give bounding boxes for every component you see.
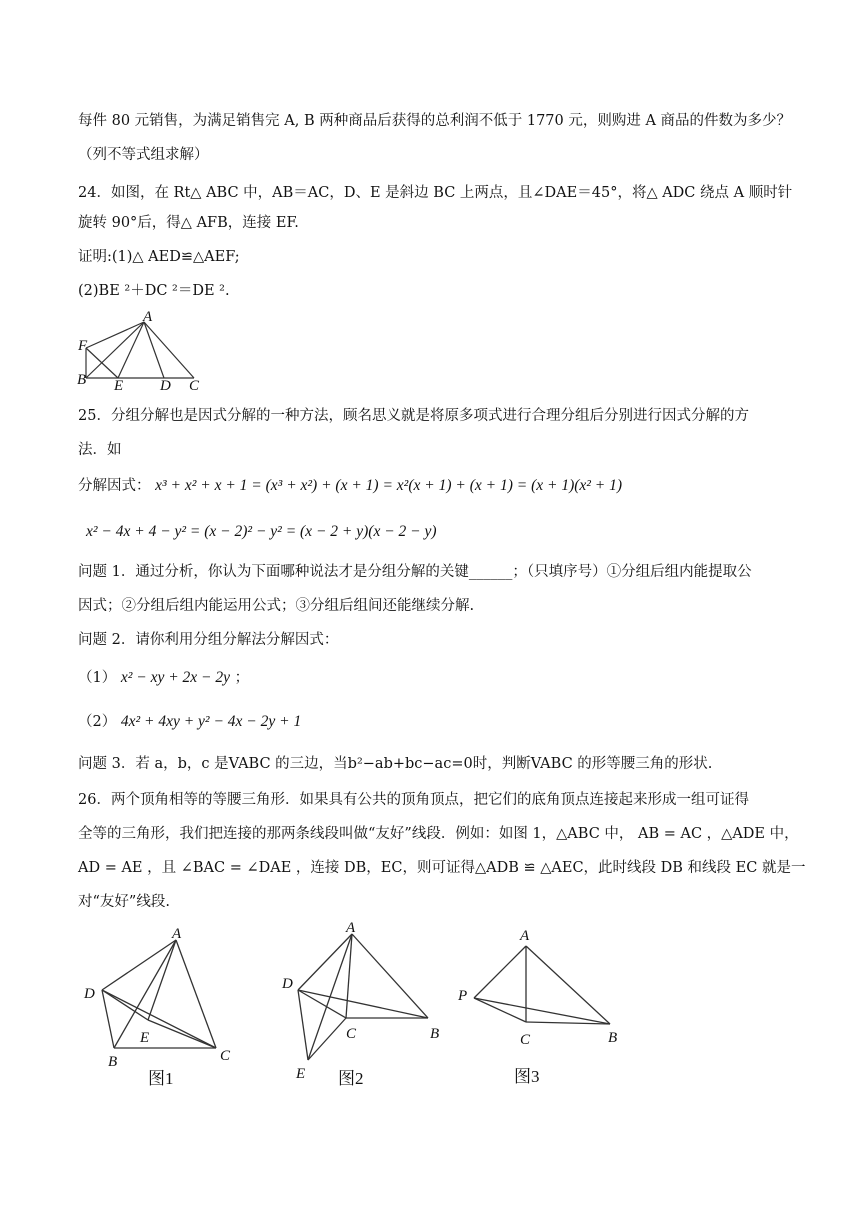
p25-q2-1-end: ； bbox=[234, 670, 250, 686]
p25-q2-2-formula: 4x² + 4xy + y² − 4x − 2y + 1 bbox=[120, 713, 302, 730]
fig1-caption: 图1 bbox=[148, 1069, 174, 1088]
fig3-label-b: B bbox=[608, 1030, 618, 1046]
fig3-label-a: A bbox=[520, 928, 530, 944]
fig1-label-a: A bbox=[172, 926, 182, 942]
fig2-label-b: B bbox=[430, 1026, 440, 1042]
p25-question2: 问题 2．请你利用分组分解法分解因式： bbox=[78, 632, 339, 648]
p23-line2: （列不等式组求解） bbox=[78, 147, 209, 163]
p24-label-c: C bbox=[189, 378, 200, 392]
p25-question1-line1: 问题 1．通过分析，你认为下面哪种说法才是分组分解的关键______；（只填序号）①分组后组内能提取公 bbox=[78, 564, 752, 580]
p25-question3: 问题 3．若 a，b，c 是VABC 的三边，当b²−ab+bc−ac=0时，判断VABC 的形等腰三角的形状. bbox=[78, 756, 713, 772]
fig1-label-b: B bbox=[108, 1054, 118, 1070]
p24-line2: 旋转 90°后，得△ AFB，连接 EF. bbox=[78, 215, 299, 231]
p25-q2-1-formula: x² − xy + 2x − 2y bbox=[120, 669, 231, 686]
p24-triangle-figure bbox=[74, 310, 204, 392]
p25-question2-part2 bbox=[78, 712, 301, 732]
p26-figure-3 bbox=[456, 920, 636, 1092]
fig2-caption: 图2 bbox=[338, 1069, 364, 1088]
p25-example1 bbox=[78, 476, 622, 496]
p25-line1: 25．分组分解也是因式分解的一种方法，顾名思义就是将原多项式进行合理分组后分别进行因式分解的方 bbox=[78, 408, 749, 424]
p26-line4: 对“友好”线段. bbox=[78, 894, 170, 910]
p24-label-e: E bbox=[114, 378, 124, 392]
p24-label-d: D bbox=[160, 378, 171, 392]
p25-q2-1-label: （1） bbox=[78, 670, 117, 686]
p26-line3: AD = AE ，且 ∠BAC = ∠DAE ，连接 DB，EC，则可证得△ADB ≌ △AEC，此时线段 DB 和线段 EC 就是一 bbox=[78, 860, 806, 876]
p24-line1: 24．如图，在 Rt△ ABC 中，AB＝AC，D、E 是斜边 BC 上两点，且∠DAE＝45°，将△ ADC 绕点 A 顺时针 bbox=[78, 185, 793, 201]
p25-line2: 法．如 bbox=[78, 442, 122, 458]
fig3-label-p: P bbox=[458, 988, 468, 1004]
p26-line2: 全等的三角形，我们把连接的那两条线段叫做“友好”线段．例如：如图 1，△ABC 中， AB = AC ，△ADE 中， bbox=[78, 826, 799, 842]
fig1-label-c: C bbox=[220, 1048, 231, 1064]
p26-figure-1 bbox=[78, 920, 248, 1090]
p25-q2-2-label: （2） bbox=[78, 714, 117, 730]
p24-label-a: A bbox=[143, 310, 153, 325]
p25-example2-formula: x² − 4x + 4 − y² = (x − 2)² − y² = (x − 2 + y)(x − 2 − y) bbox=[86, 523, 437, 540]
p26-line1: 26．两个顶角相等的等腰三角形．如果具有公共的顶角顶点，把它们的底角顶点连接起来形成一组可证得 bbox=[78, 792, 749, 808]
p23-line1: 每件 80 元销售，为满足销售完 A, B 两种商品后获得的总利润不低于 1770 元，则购进 A 商品的件数为多少？ bbox=[78, 113, 792, 129]
p24-line3: 证明:(1)△ AED≌△AEF; bbox=[78, 249, 240, 265]
fig2-label-c: C bbox=[346, 1026, 357, 1042]
p25-question1-line2: 因式；②分组后组内能运用公式；③分组后组间还能继续分解. bbox=[78, 598, 475, 614]
p25-question2-part1 bbox=[78, 668, 249, 688]
p24-line4: (2)BE ²＋DC ²＝DE ². bbox=[78, 283, 230, 299]
p26-figure-2 bbox=[274, 916, 454, 1092]
fig1-label-d: D bbox=[84, 986, 95, 1002]
p25-example1-label: 分解因式： bbox=[78, 478, 151, 494]
fig2-label-d: D bbox=[282, 976, 293, 992]
p25-example1-formula: x³ + x² + x + 1 = (x³ + x²) + (x + 1) = x²(x + 1) + (x + 1) = (x + 1)(x² + 1) bbox=[155, 477, 623, 494]
p25-example2 bbox=[86, 522, 437, 542]
p24-label-f: F bbox=[78, 338, 88, 354]
p24-label-b: B bbox=[77, 372, 87, 388]
fig2-label-a: A bbox=[346, 920, 356, 936]
fig1-label-e: E bbox=[140, 1030, 150, 1046]
fig2-label-e: E bbox=[296, 1066, 306, 1082]
fig3-caption: 图3 bbox=[514, 1067, 540, 1086]
fig3-label-c: C bbox=[520, 1032, 531, 1048]
